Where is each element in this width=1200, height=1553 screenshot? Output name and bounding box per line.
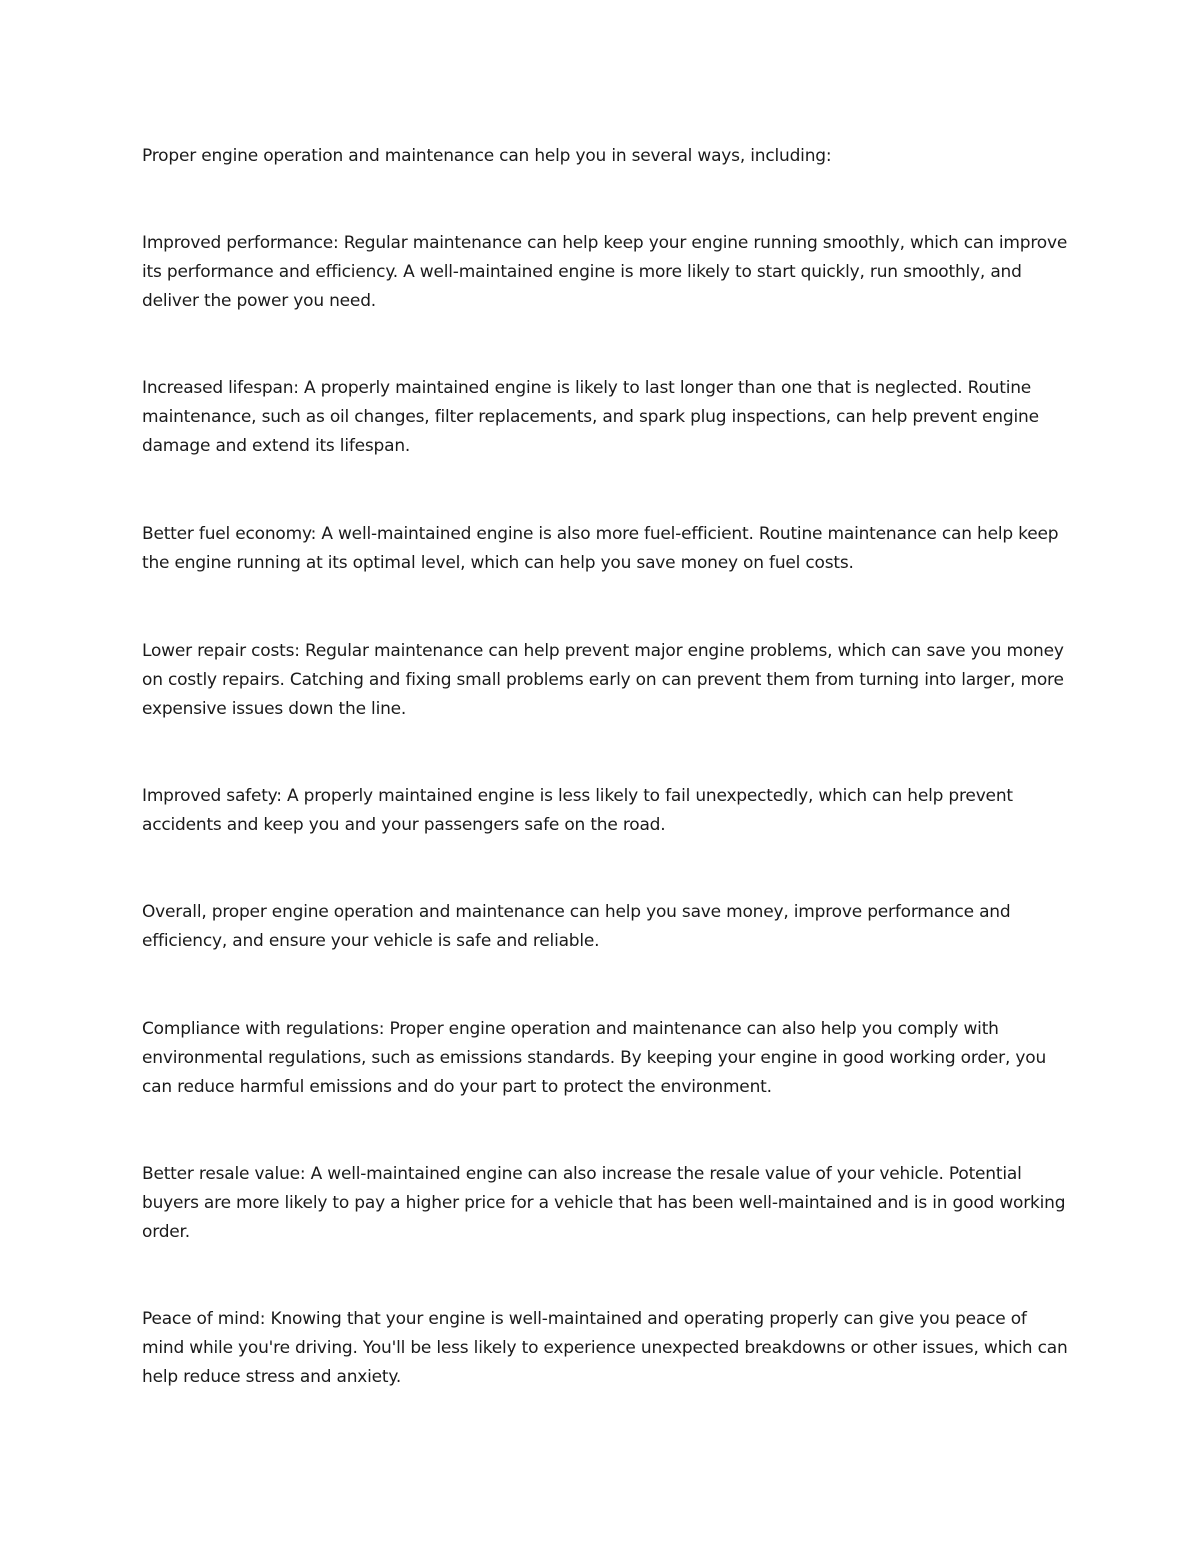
paragraph-peace-of-mind: Peace of mind: Knowing that your engine is well-maintained and operating properly can give you peace of mind while you're driving. You'll be less likely to experience unexpected breakdowns or other issues, which can help reduce stress and anxiety.	[142, 1309, 1068, 1387]
paragraph-lower-repair-costs: Lower repair costs: Regular maintenance can help prevent major engine problems, which can save you money on costly repairs. Catching and fixing small problems early on can prevent them from turning into larger, more expensive issues down the line.	[142, 641, 1064, 719]
intro-paragraph: Proper engine operation and maintenance can help you in several ways, including:	[142, 146, 832, 166]
paragraph-increased-lifespan: Increased lifespan: A properly maintained engine is likely to last longer than one that is neglected. Routine maintenance, such as oil changes, filter replacements, and spark plug inspections, can help prevent engine damage and extend its lifespan.	[142, 378, 1039, 456]
paragraph-overall: Overall, proper engine operation and maintenance can help you save money, improve performance and efficiency, and ensure your vehicle is safe and reliable.	[142, 902, 1011, 951]
paragraph-better-fuel-economy: Better fuel economy: A well-maintained engine is also more fuel-efficient. Routine maintenance can help keep the engine running at its optimal level, which can help you save money on fuel costs.	[142, 524, 1059, 573]
paragraph-compliance: Compliance with regulations: Proper engine operation and maintenance can also help you comply with environmental regulations, such as emissions standards. By keeping your engine in good working order, you can reduce harmful emissions and do your part to protect the environment.	[142, 1019, 1047, 1097]
paragraph-resale-value: Better resale value: A well-maintained engine can also increase the resale value of your vehicle. Potential buyers are more likely to pay a higher price for a vehicle that has been well-maintained and is in good working order.	[142, 1164, 1066, 1242]
paragraph-improved-safety: Improved safety: A properly maintained engine is less likely to fail unexpectedly, which can help prevent accidents and keep you and your passengers safe on the road.	[142, 786, 1013, 835]
paragraph-improved-performance: Improved performance: Regular maintenance can help keep your engine running smoothly, which can improve its performance and efficiency. A well-maintained engine is more likely to start quickly, run smoothly, and deliver the power you need.	[142, 233, 1068, 311]
